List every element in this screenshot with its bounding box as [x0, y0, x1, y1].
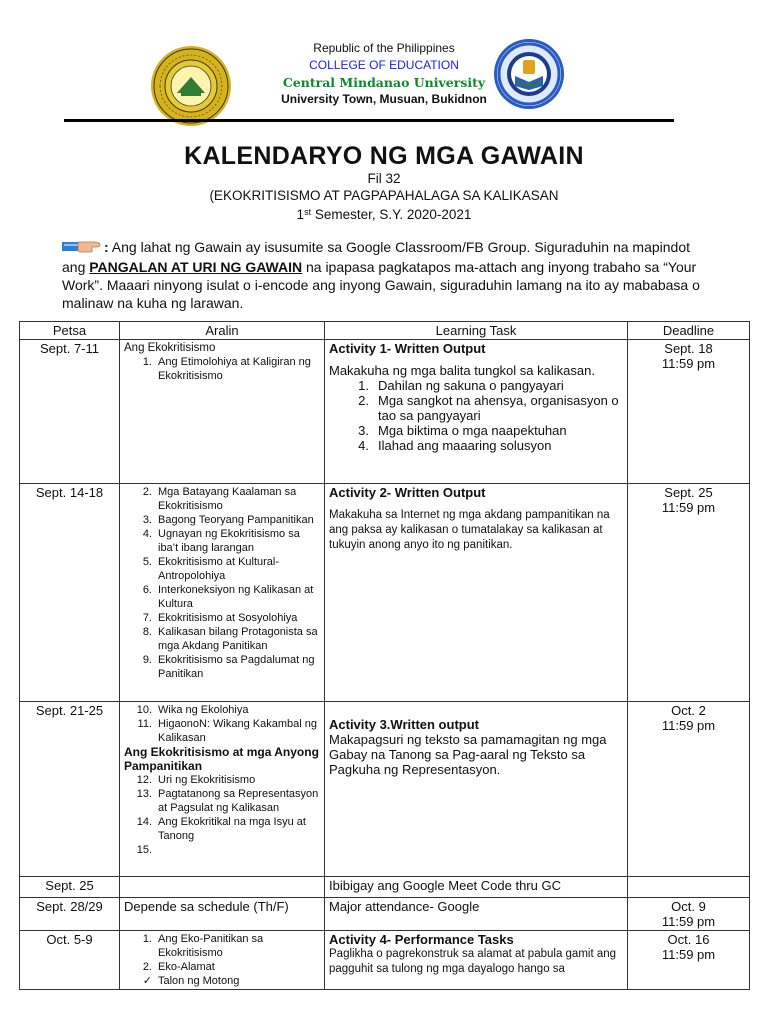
semester-text: Semester, S.Y. 2020-2021: [311, 207, 472, 222]
list-text: Pagtatanong sa Representasyon at Pagsulat ng Kalikasan: [158, 788, 319, 814]
aralin-list: [124, 932, 320, 988]
task-cell: Major attendance- Google: [325, 898, 628, 931]
table-header-row: [20, 322, 750, 340]
list-text: Talon ng Motong: [158, 975, 240, 987]
aralin-cell: Depende sa schedule (Th/F): [120, 898, 325, 931]
task-text: Makakuha ng mga balita tungkol sa kalikasan.: [329, 363, 595, 378]
aralin-cell: [120, 340, 325, 484]
list-item: [124, 773, 320, 787]
course-code: Fil 32: [367, 171, 401, 186]
aralin-list: [124, 355, 320, 383]
date-cell: Sept. 25: [20, 877, 120, 898]
list-number: 1.: [142, 933, 152, 945]
semester-number: 1: [296, 207, 305, 222]
task-cell: Ibibigay ang Google Meet Code thru GC: [325, 877, 628, 898]
list-number: 7.: [142, 612, 152, 624]
instruction-note: [62, 238, 702, 312]
deadline-date: Oct. 16: [667, 932, 710, 947]
list-text: Ekokritisismo at Sosyolohiya: [158, 612, 298, 624]
list-text: Bagong Teoryang Pampanitikan: [158, 514, 314, 526]
deadline-cell: [628, 877, 750, 898]
list-item: [329, 393, 623, 423]
header-aralin: Aralin: [120, 322, 325, 340]
deadline-cell: [628, 702, 750, 877]
semester-line: [0, 204, 768, 223]
date-cell: Oct. 5-9: [20, 931, 120, 990]
list-number: 2.: [142, 961, 152, 973]
header-learning-task: Learning Task: [325, 322, 628, 340]
list-number: 1.: [142, 356, 152, 368]
header-divider: [64, 119, 674, 122]
list-text: Ugnayan ng Ekokritisismo sa iba’t ibang larangan: [158, 528, 300, 554]
date-cell: Sept. 28/29: [20, 898, 120, 931]
list-text: Mga biktima o mga naapektuhan: [378, 423, 567, 438]
deadline-cell: [628, 898, 750, 931]
republic-text: Republic of the Philippines: [313, 41, 455, 55]
task-title: Activity 4- Performance Tasks: [329, 932, 514, 947]
task-text: Makakuha sa Internet ng mga akdang pampanitikan na ang paksa ay kalikasan o tumatalakay sa kalikasan at tukuyin anong anyo ito ng panitikan.: [329, 509, 610, 551]
list-item: [329, 378, 623, 393]
list-number: 2.: [142, 486, 152, 498]
checkmark-icon: ✓: [142, 975, 152, 987]
header-deadline: Deadline: [628, 322, 750, 340]
deadline-cell: [628, 340, 750, 484]
note-colon: :: [104, 239, 109, 255]
deadline-date: Oct. 2: [671, 703, 706, 718]
list-number: 11.: [137, 718, 152, 730]
task-title: Activity 3.Written output: [329, 717, 479, 732]
list-text: HigaonoN: Wikang Kakambal ng Kalikasan: [158, 718, 317, 744]
aralin-cell: [120, 484, 325, 702]
list-number: 15.: [136, 844, 152, 856]
aralin-cell: [120, 702, 325, 877]
list-text: Ilahad ang maaaring solusyon: [378, 438, 552, 453]
aralin-title: Ang Ekokritisismo: [124, 342, 216, 354]
university-address: University Town, Musuan, Bukidnon: [281, 92, 487, 106]
aralin-list: [124, 773, 320, 857]
document-title: KALENDARYO NG MGA GAWAIN: [184, 142, 584, 170]
list-item: [124, 703, 320, 717]
list-item: [124, 625, 320, 653]
task-cell: [325, 340, 628, 484]
date-cell: Sept. 7-11: [20, 340, 120, 484]
list-text: Mga Batayang Kaalaman sa Ekokritisismo: [158, 486, 297, 512]
date-cell: Sept. 14-18: [20, 484, 120, 702]
list-number: 13.: [136, 788, 152, 800]
table-row: [20, 931, 750, 990]
list-item: [124, 717, 320, 745]
list-item: [124, 355, 320, 383]
deadline-time: 11:59 pm: [661, 718, 716, 733]
aralin-cell: [120, 931, 325, 990]
list-text: Ekokritisismo sa Pagdalumat ng Panitikan: [158, 654, 315, 680]
list-text: Mga sangkot na ahensya, organisasyon o tao sa pangyayari: [378, 393, 619, 423]
aralin-list: [124, 703, 320, 745]
list-text: Uri ng Ekokritisismo: [158, 774, 256, 786]
task-title: Activity 1- Written Output: [329, 341, 486, 356]
university-name: Central Mindanao University: [282, 75, 486, 90]
semester-suffix: st: [304, 207, 312, 217]
list-number: 10.: [136, 704, 152, 716]
table-row: [20, 898, 750, 931]
list-text: [158, 843, 320, 857]
list-text: Eko-Alamat: [158, 961, 215, 973]
aralin-section-title: Ang Ekokritisismo at mga Anyong Pampanitikan: [124, 745, 319, 773]
deadline-time: 11:59 pm: [661, 947, 716, 962]
task-text: Paglikha o pagrekonstruk sa alamat at pabula gamit ang pagguhit sa tulong ng mga dayalogo hango sa: [329, 948, 617, 975]
list-number: 12.: [136, 774, 152, 786]
list-item: [124, 527, 320, 555]
list-number: 3.: [142, 514, 152, 526]
list-number: 6.: [142, 584, 152, 596]
table-row: [20, 877, 750, 898]
activity-calendar-table: [19, 321, 750, 990]
list-item: [124, 932, 320, 960]
list-text: Ang Etimolohiya at Kaligiran ng Ekokritisismo: [158, 356, 311, 382]
table-row: [20, 484, 750, 702]
deadline-date: Sept. 25: [664, 485, 713, 500]
deadline-time: 11:59 pm: [661, 914, 716, 929]
list-text: Wika ng Ekolohiya: [158, 704, 249, 716]
pointing-hand-icon: [62, 238, 102, 258]
list-text: Dahilan ng sakuna o pangyayari: [378, 378, 564, 393]
list-item: [124, 787, 320, 815]
deadline-time: 11:59 pm: [661, 356, 716, 371]
list-item: [124, 843, 320, 857]
list-number: 3.: [358, 423, 369, 438]
list-item: [124, 815, 320, 843]
list-item: [124, 974, 320, 988]
list-text: Ang Eko-Panitikan sa Ekokritisismo: [158, 933, 264, 959]
table-row: [20, 340, 750, 484]
date-cell: Sept. 21-25: [20, 702, 120, 877]
list-item: [124, 611, 320, 625]
list-item: [124, 583, 320, 611]
deadline-date: Oct. 9: [671, 899, 706, 914]
list-text: Ang Ekokritikal na mga Isyu at Tanong: [158, 816, 306, 842]
task-text: Makapagsuri ng teksto sa pamamagitan ng mga Gabay na Tanong sa Pag-aaral ng Teksto sa Pagkuha ng Representasyon.: [329, 732, 607, 777]
institution-header: [0, 40, 768, 108]
note-text-1: Ang lahat ng Gawain ay isusumite sa Google Classroom/FB Group. Siguraduhin na mapindot ang: [62, 239, 690, 275]
list-item: [329, 423, 623, 438]
list-item: [124, 485, 320, 513]
deadline-time: 11:59 pm: [661, 500, 716, 515]
list-item: [124, 960, 320, 974]
note-emphasis: PANGALAN AT URI NG GAWAIN: [89, 259, 303, 275]
task-cell: [325, 702, 628, 877]
list-number: 4.: [142, 528, 152, 540]
list-item: [124, 555, 320, 583]
table-row: [20, 702, 750, 877]
aralin-list: [124, 485, 320, 681]
list-text: Interkoneksiyon ng Kalikasan at Kultura: [158, 584, 314, 610]
list-number: 5.: [142, 556, 152, 568]
note-text-2: na ipapasa pagkatapos ma-attach ang inyong trabaho sa “Your Work”. Maaari ninyong isulat o i-encode ang inyong Gawain, siguraduhin lamang na ito ay mababasa o malinaw na kuha ng larawan.: [62, 259, 700, 311]
list-item: [124, 513, 320, 527]
deadline-date: Sept. 18: [664, 341, 713, 356]
task-list: [329, 378, 623, 453]
list-number: 1.: [358, 378, 369, 393]
aralin-cell: [120, 877, 325, 898]
list-number: 4.: [358, 438, 369, 453]
list-item: [124, 653, 320, 681]
deadline-cell: [628, 931, 750, 990]
list-item: [329, 438, 623, 453]
deadline-cell: [628, 484, 750, 702]
header-petsa: Petsa: [20, 322, 120, 340]
list-text: Kalikasan bilang Protagonista sa mga Akdang Panitikan: [158, 626, 318, 652]
task-cell: [325, 484, 628, 702]
task-cell: [325, 931, 628, 990]
list-number: 8.: [142, 626, 152, 638]
list-number: 9.: [142, 654, 152, 666]
task-title: Activity 2- Written Output: [329, 485, 486, 500]
course-title: (EKOKRITISISMO AT PAGPAPAHALAGA SA KALIKASAN: [209, 188, 559, 203]
list-text: Ekokritisismo at Kultural-Antropolohiya: [158, 556, 280, 582]
list-number: 14.: [136, 816, 152, 828]
college-name: COLLEGE OF EDUCATION: [309, 58, 459, 72]
list-number: 2.: [358, 393, 369, 408]
